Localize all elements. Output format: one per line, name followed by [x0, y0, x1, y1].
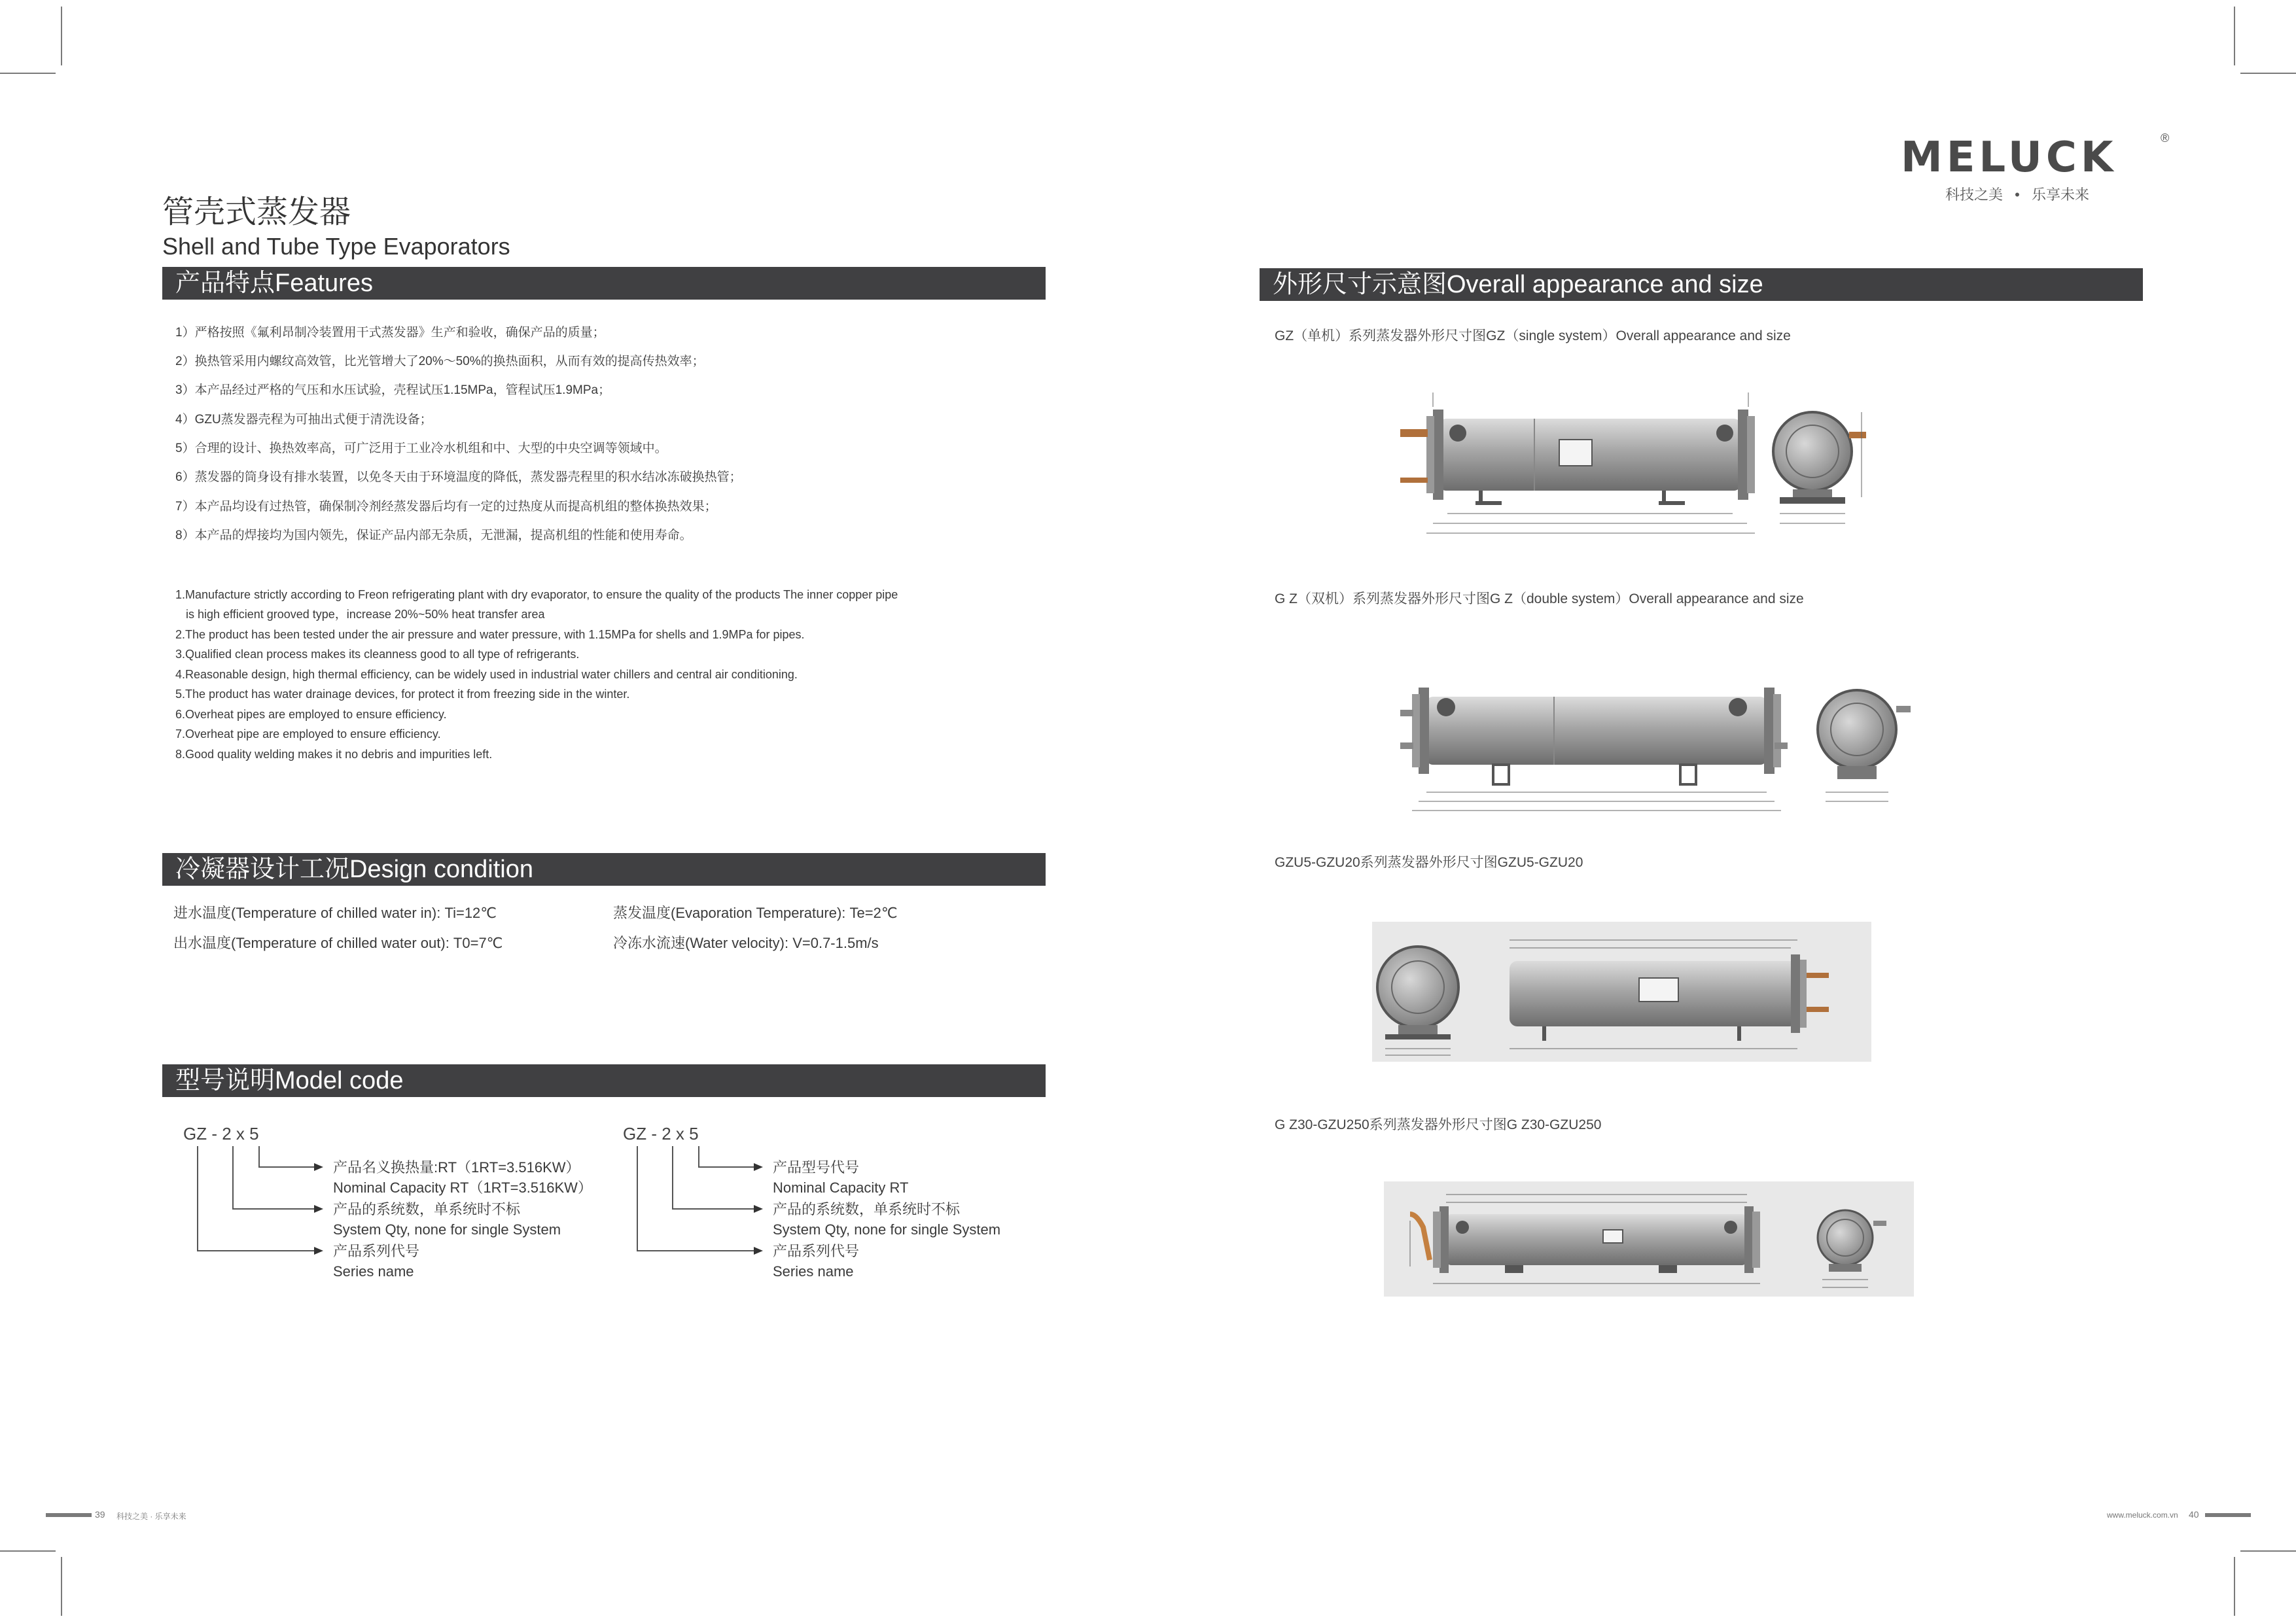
crop-mark — [2240, 73, 2296, 74]
evaporation-temperature: 蒸发温度(Evaporation Temperature): Te=2℃ — [613, 905, 898, 921]
crop-mark — [2234, 7, 2235, 65]
feature-cn-item: 3）本产品经过严格的气压和水压试验，壳程试压1.15MPa，管程试压1.9MPa； — [175, 383, 611, 397]
footer-left-rule — [46, 1513, 92, 1517]
page-title-en: Shell and Tube Type Evaporators — [162, 233, 510, 260]
model-desc-line: System Qty, none for single System — [773, 1221, 1001, 1238]
diagram-caption-single: GZ（单机）系列蒸发器外形尺寸图GZ（single system）Overall appearance and size — [1275, 328, 1791, 343]
feature-cn-item: 4）GZU蒸发器壳程为可抽出式便于清洗设备； — [175, 413, 433, 427]
model-code-left — [183, 1124, 609, 1287]
model-desc-line: 产品的系统数，单系统时不标 — [773, 1201, 961, 1217]
feature-en-item: 4.Reasonable design, high thermal efficiency, can be widely used in industrial water chillers and central air conditioning. — [175, 668, 798, 681]
model-code-right — [623, 1124, 1048, 1287]
slogan-right: 乐享未来 — [2031, 186, 2089, 203]
feature-en-item: is high efficient grooved type，increase 20%~50% heat transfer area — [186, 608, 545, 621]
model-desc-line: 产品名义换热量:RT（1RT=3.516KW） — [333, 1159, 580, 1176]
evaporator-drawing-single — [1374, 366, 1884, 543]
overall-header: 外形尺寸示意图Overall appearance and size — [1260, 268, 2143, 301]
feature-en-item: 1.Manufacture strictly according to Freon refrigerating plant with dry evaporator, to ensure the quality of the products The inner copper pipe — [175, 588, 898, 601]
feature-cn-item: 6）蒸发器的筒身设有排水装置，以免冬天由于环境温度的降低，蒸发器壳程里的积水结冰冻破换热管； — [175, 470, 742, 484]
footer-right-rule — [2205, 1513, 2251, 1517]
feature-cn-item: 5）合理的设计、换热效率高，可广泛用于工业冷水机组和中、大型的中央空调等领域中。 — [175, 442, 667, 455]
crop-mark — [61, 1557, 62, 1616]
crop-mark — [0, 73, 56, 74]
diagram-caption-double: G Z（双机）系列蒸发器外形尺寸图G Z（double system）Overall appearance and size — [1275, 591, 1804, 606]
crop-mark — [2240, 1550, 2296, 1552]
diagram-caption-gzu5: GZU5-GZU20系列蒸发器外形尺寸图GZU5-GZU20 — [1275, 855, 1583, 870]
footer-slogan: 科技之美 · 乐享未来 — [116, 1512, 186, 1521]
model-desc-line: 产品系列代号 — [333, 1243, 420, 1259]
evaporator-drawing-gz30-frame — [1384, 1181, 1914, 1297]
feature-en-item: 3.Qualified clean process makes its cleanness good to all type of refrigerants. — [175, 648, 580, 661]
features-header: 产品特点Features — [162, 267, 1046, 300]
footer-page-left: 39 — [95, 1509, 105, 1520]
model-desc-line: Series name — [333, 1263, 414, 1280]
evaporator-drawing-double — [1374, 671, 1917, 828]
footer-page-right: 40 — [2189, 1509, 2199, 1520]
evaporator-drawing-gzu5 — [1372, 922, 1871, 1062]
model-code-connector-lines — [623, 1143, 773, 1274]
water-velocity: 冷冻水流速(Water velocity): V=0.7-1.5m/s — [613, 935, 879, 951]
inlet-temperature: 进水温度(Temperature of chilled water in): Ti=12℃ — [173, 905, 497, 921]
feature-cn-item: 1）严格按照《氟利昂制冷装置用干式蒸发器》生产和验收，确保产品的质量； — [175, 326, 605, 340]
brand-logo — [1901, 131, 2176, 204]
page-title-cn: 管壳式蒸发器 — [162, 195, 351, 230]
model-desc-line: Nominal Capacity RT（1RT=3.516KW） — [333, 1179, 592, 1196]
crop-mark — [61, 7, 62, 65]
model-header: 型号说明Model code — [162, 1064, 1046, 1097]
slogan-dot: • — [2015, 186, 2020, 203]
model-desc-line: 产品的系统数，单系统时不标 — [333, 1201, 521, 1217]
model-desc-line: Series name — [773, 1263, 854, 1280]
logo-slogan — [1945, 184, 2176, 204]
feature-en-item: 7.Overheat pipe are employed to ensure efficiency. — [175, 727, 441, 741]
model-code-text: GZ - 2 x 5 — [623, 1124, 699, 1143]
logo-registered: ® — [2161, 131, 2170, 145]
model-desc-line: System Qty, none for single System — [333, 1221, 561, 1238]
slogan-left: 科技之美 — [1945, 186, 2004, 203]
logo-text: MELUCK — [1901, 133, 2117, 182]
design-header: 冷凝器设计工况Design condition — [162, 853, 1046, 886]
model-code-connector-lines — [183, 1143, 334, 1274]
feature-cn-item: 7）本产品均设有过热管，确保制冷剂经蒸发器后均有一定的过热度从而提高机组的整体换热效果； — [175, 500, 717, 514]
feature-cn-item: 2）换热管采用内螺纹高效管，比光管增大了20%～50%的换热面积，从而有效的提高传热效率； — [175, 355, 705, 368]
feature-en-item: 2.The product has been tested under the air pressure and water pressure, with 1.15MPa for shells and 1.9MPa for pipes. — [175, 628, 805, 641]
evaporator-drawing-gz30 — [1384, 1181, 1914, 1297]
crop-mark — [0, 1550, 56, 1552]
model-desc-line: 产品系列代号 — [773, 1243, 860, 1259]
diagram-caption-gz30: G Z30-GZU250系列蒸发器外形尺寸图G Z30-GZU250 — [1275, 1117, 1602, 1132]
model-desc-line: 产品型号代号 — [773, 1159, 860, 1176]
model-code-text: GZ - 2 x 5 — [183, 1124, 259, 1143]
feature-en-item: 5.The product has water drainage devices, for protect it from freezing side in the winter. — [175, 688, 630, 701]
footer-website: www.meluck.com.vn — [2107, 1510, 2178, 1520]
outlet-temperature: 出水温度(Temperature of chilled water out): T0=7℃ — [173, 935, 503, 951]
feature-en-item: 6.Overheat pipes are employed to ensure efficiency. — [175, 708, 447, 721]
evaporator-drawing-gzu5-frame — [1372, 922, 1871, 1062]
crop-mark — [2234, 1557, 2235, 1616]
feature-cn-item: 8）本产品的焊接均为国内领先，保证产品内部无杂质，无泄漏，提高机组的性能和使用寿命。 — [175, 529, 692, 542]
feature-en-item: 8.Good quality welding makes it no debris and impurities left. — [175, 748, 493, 761]
model-desc-line: Nominal Capacity RT — [773, 1179, 909, 1196]
